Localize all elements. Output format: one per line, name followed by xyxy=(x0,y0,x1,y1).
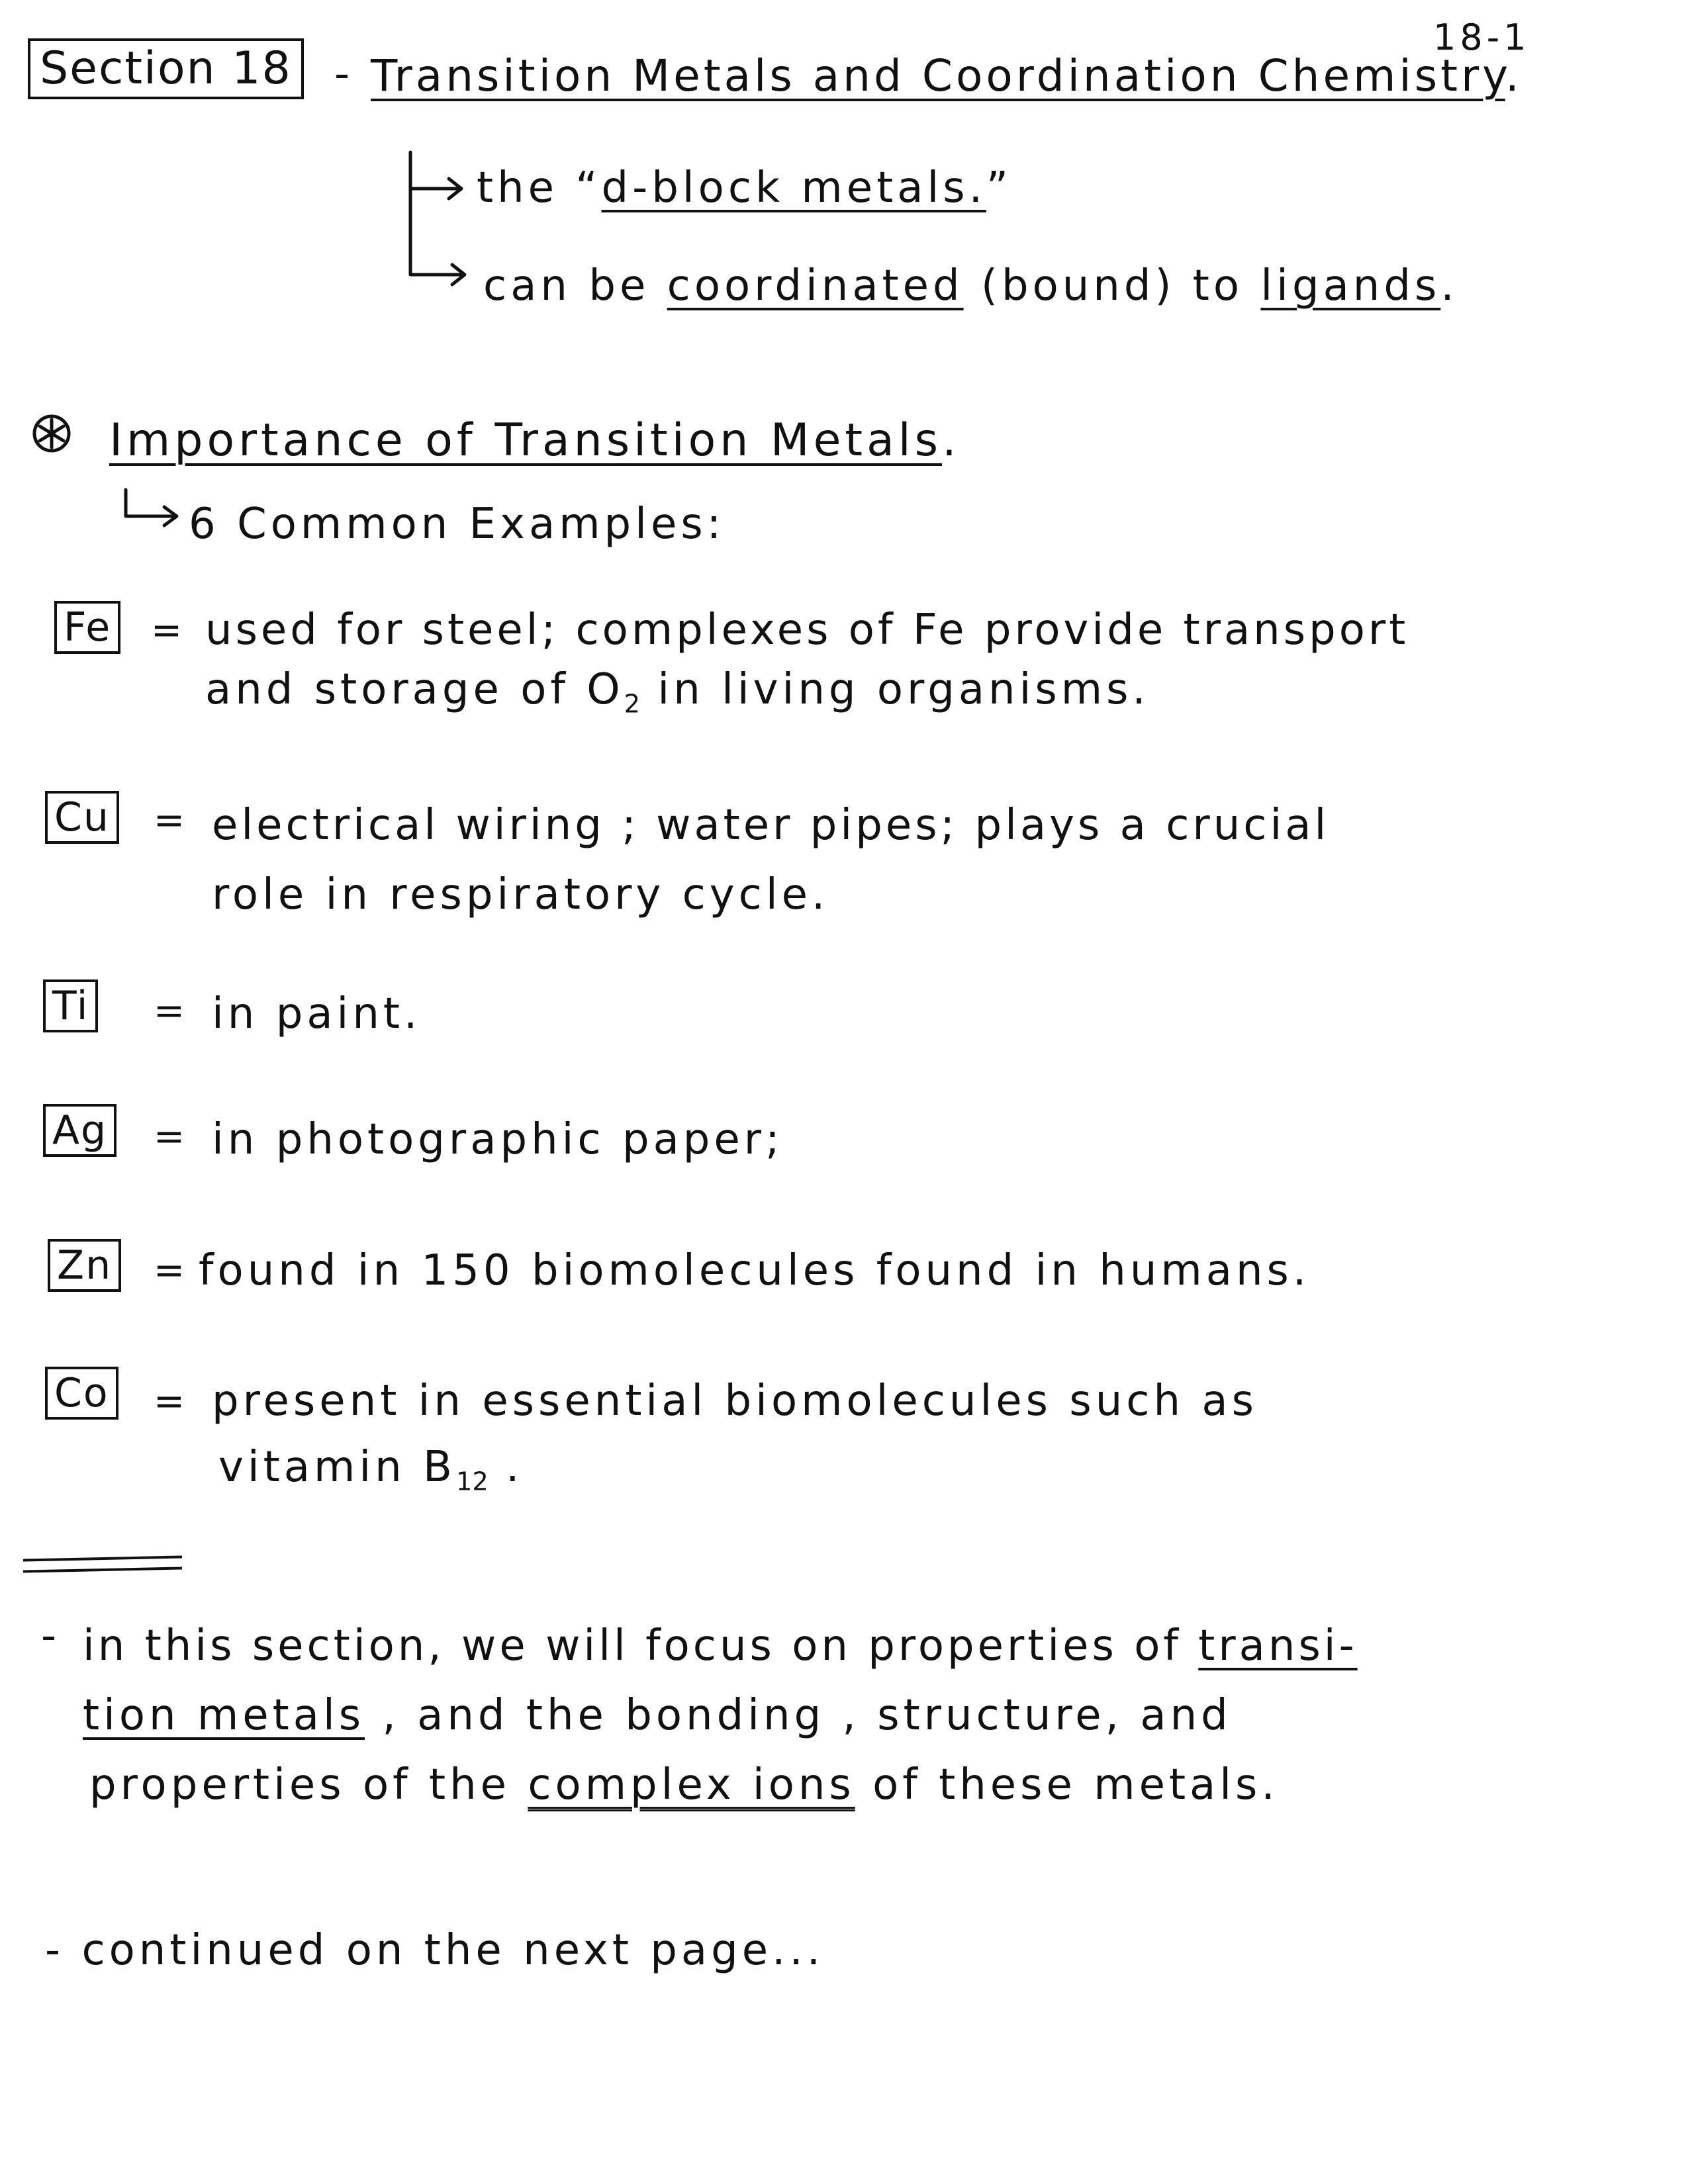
example-co-line-2 xyxy=(218,1443,524,1497)
complex-ions-term: complex ions xyxy=(528,1760,855,1809)
example-ag-line-1: in photographic paper; xyxy=(212,1115,784,1164)
continued-note: - continued on the next page... xyxy=(45,1926,825,1975)
b12-subscript: 12 xyxy=(455,1467,489,1497)
intro-line-1 xyxy=(477,163,1013,212)
importance-heading-text: Importance of Transition Metals xyxy=(109,414,943,467)
element-box-co: Co xyxy=(45,1367,118,1420)
intro-line-1-suffix: ” xyxy=(986,163,1013,212)
example-cu-line-1: electrical wiring ; water pipes; plays a crucial xyxy=(212,801,1330,850)
page-title xyxy=(371,50,1523,101)
section-box: Section 18 xyxy=(28,38,304,99)
transition-term-part2: tion metals xyxy=(83,1691,365,1740)
importance-heading-period: . xyxy=(942,414,961,467)
example-ti-line-1: in paint. xyxy=(212,989,422,1038)
transition-term-part1: transi- xyxy=(1198,1621,1358,1670)
focus-line-2 xyxy=(83,1691,1232,1740)
focus-dash: - xyxy=(41,1612,61,1661)
element-box-cu: Cu xyxy=(45,791,119,844)
example-co-line-2-text: vitamin B xyxy=(218,1443,456,1492)
element-box-zn: Zn xyxy=(48,1239,121,1292)
focus-line-3-text: properties of the xyxy=(89,1760,528,1809)
focus-line-3 xyxy=(89,1760,1279,1809)
example-co-line-1: present in essential biomolecules such as xyxy=(212,1377,1258,1426)
title-period: . xyxy=(1505,50,1523,101)
element-box-fe: Fe xyxy=(54,601,120,654)
equals-sign: = xyxy=(154,1249,185,1292)
intro-line-1-prefix: the “ xyxy=(477,163,602,212)
intro-line-2-middle: (bound) to xyxy=(963,261,1261,310)
title-text: Transition Metals and Coordination Chemistry xyxy=(371,50,1505,101)
focus-line-2-text: , and the bonding , structure, and xyxy=(365,1691,1232,1740)
header-dash: - xyxy=(334,50,354,99)
divider-rule-bottom xyxy=(23,1567,182,1572)
example-fe-line-2-tail: in living organisms. xyxy=(640,665,1150,714)
example-co-line-2-tail: . xyxy=(488,1443,524,1492)
d-block-term: d-block metals. xyxy=(601,163,986,212)
equals-sign: = xyxy=(154,799,185,842)
example-cu-line-2: role in respiratory cycle. xyxy=(212,870,829,919)
focus-line-1-text: in this section, we will focus on properties of xyxy=(83,1621,1199,1670)
example-zn-line-1: found in 150 biomolecules found in humans. xyxy=(199,1246,1311,1295)
divider-rule-top xyxy=(23,1555,182,1561)
equals-sign: = xyxy=(151,609,182,652)
example-fe-line-1: used for steel; complexes of Fe provide transport xyxy=(205,606,1409,655)
example-fe-line-2-text: and storage of O xyxy=(205,665,624,714)
focus-line-1 xyxy=(83,1621,1358,1670)
element-box-ti: Ti xyxy=(43,979,98,1032)
equals-sign: = xyxy=(154,989,185,1032)
intro-line-2 xyxy=(483,261,1458,310)
focus-line-3-tail: of these metals. xyxy=(855,1760,1279,1809)
intro-line-2-period: . xyxy=(1440,261,1458,310)
importance-heading xyxy=(109,414,961,467)
page-number: 18-1 xyxy=(1433,17,1530,58)
coordinated-term: coordinated xyxy=(667,261,964,310)
element-box-ag: Ag xyxy=(43,1104,117,1157)
equals-sign: = xyxy=(154,1115,185,1158)
examples-subheading: 6 Common Examples: xyxy=(189,500,726,549)
intro-line-2-prefix: can be xyxy=(483,261,667,310)
example-fe-line-2 xyxy=(205,665,1150,719)
o2-subscript: 2 xyxy=(624,689,641,719)
equals-sign: = xyxy=(154,1380,185,1423)
ligands-term: ligands xyxy=(1260,261,1441,310)
